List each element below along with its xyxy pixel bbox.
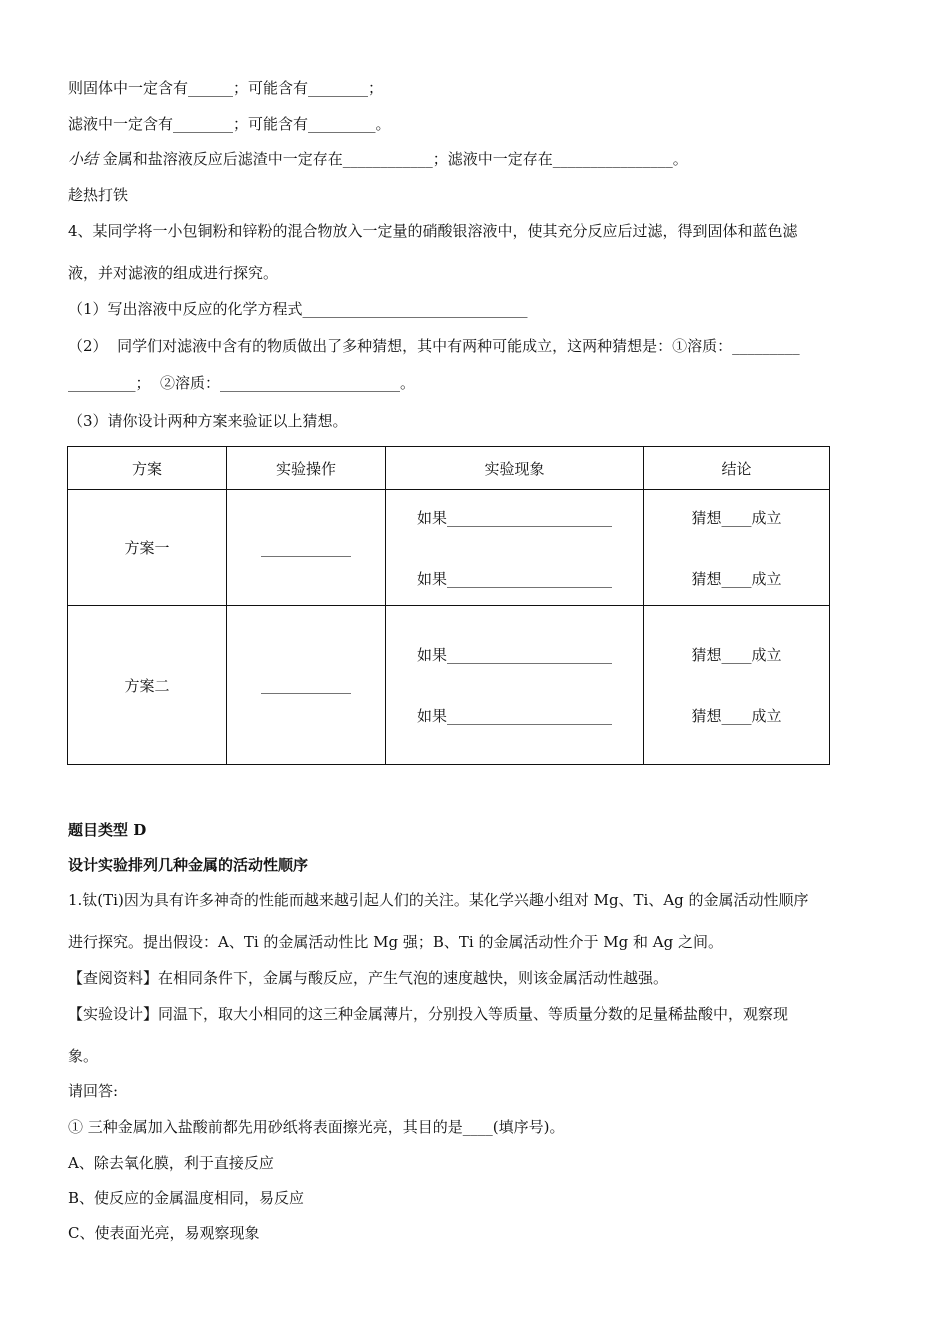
phenomenon-blank: 如果______________________ xyxy=(416,646,612,664)
section-d-title: 题目类型 D xyxy=(68,821,147,839)
answer-prompt: 请回答: xyxy=(68,1082,119,1100)
conclusion-blank: 猜想____成立 xyxy=(691,646,782,664)
plan-name: 方案一 xyxy=(68,490,227,606)
operation-blank: ____________ xyxy=(227,490,386,606)
option-b: B、使反应的金属温度相同，易反应 xyxy=(68,1189,305,1207)
practice-heading: 趁热打铁 xyxy=(68,186,129,204)
question-1-line-2: 进行探究。提出假设：A、Ti 的金属活动性比 Mg 强；B、Ti 的金属活动性介于 Mg 和 Ag 之间。 xyxy=(68,933,723,951)
question-4-line-2: 液，并对滤液的组成进行探究。 xyxy=(68,264,279,282)
phenomenon-cell xyxy=(386,606,644,765)
question-1-line-1: 1.钛(Ti)因为具有许多神奇的性能而越来越引起人们的关注。某化学兴趣小组对 Mg、Ti、Ag 的金属活动性顺序 xyxy=(68,891,809,909)
table-row xyxy=(68,490,830,606)
phenomenon-blank: 如果______________________ xyxy=(416,569,612,588)
header-operation: 实验操作 xyxy=(227,447,386,490)
option-a: A、除去氧化膜，利于直接反应 xyxy=(68,1154,274,1172)
phenomenon-blank: 如果______________________ xyxy=(416,707,612,725)
summary-text: 金属和盐溶液反应后滤渣中一定存在____________；滤液中一定存在________________。 xyxy=(98,150,688,168)
table-row xyxy=(68,606,830,765)
conclusion-blank: 猜想____成立 xyxy=(691,707,782,725)
section-d-subtitle: 设计实验排列几种金属的活动性顺序 xyxy=(68,856,309,874)
reference-line: 【查阅资料】在相同条件下，金属与酸反应，产生气泡的速度越快，则该金属活动性越强。 xyxy=(68,969,669,987)
conclusion-cell xyxy=(644,490,830,606)
question-4-part-2: （2） 同学们对滤液中含有的物质做出了多种猜想，其中有两种可能成立，这两种猜想是：①溶质：_________ xyxy=(68,337,800,355)
question-4-part-1: （1）写出溶液中反应的化学方程式______________________________ xyxy=(68,300,528,318)
phenomenon-cell xyxy=(386,490,644,606)
option-c: C、使表面光亮，易观察现象 xyxy=(68,1224,260,1242)
plan-name: 方案二 xyxy=(68,606,227,765)
table-header-row xyxy=(68,447,830,490)
text-line-solid: 则固体中一定含有______；可能含有________； xyxy=(68,79,384,97)
header-plan: 方案 xyxy=(68,447,227,490)
question-4-line-1: 4、某同学将一小包铜粉和锌粉的混合物放入一定量的硝酸银溶液中，使其充分反应后过滤，得到固体和蓝色滤 xyxy=(68,222,798,240)
text-line-filtrate: 滤液中一定含有________；可能含有_________。 xyxy=(68,115,391,133)
question-4-part-3: （3）请你设计两种方案来验证以上猜想。 xyxy=(68,412,348,430)
question-4-part-2-cont: _________； ②溶质：________________________。 xyxy=(68,374,416,392)
sub-question-1: ① 三种金属加入盐酸前都先用砂纸将表面擦光亮，其目的是____(填序号)。 xyxy=(68,1118,565,1136)
header-conclusion: 结论 xyxy=(644,447,830,490)
phenomenon-blank: 如果______________________ xyxy=(416,508,612,527)
summary-line xyxy=(68,149,688,169)
conclusion-cell xyxy=(644,606,830,765)
header-phenomenon: 实验现象 xyxy=(386,447,644,490)
operation-blank: ____________ xyxy=(227,606,386,765)
conclusion-blank: 猜想____成立 xyxy=(691,508,782,527)
experiment-table xyxy=(67,446,830,765)
conclusion-blank: 猜想____成立 xyxy=(691,569,782,588)
design-line: 【实验设计】同温下，取大小相同的这三种金属薄片，分别投入等质量、等质量分数的足量稀盐酸中，观察现 xyxy=(68,1005,789,1023)
design-line-cont: 象。 xyxy=(68,1047,99,1065)
summary-label: 小结 xyxy=(68,150,99,168)
